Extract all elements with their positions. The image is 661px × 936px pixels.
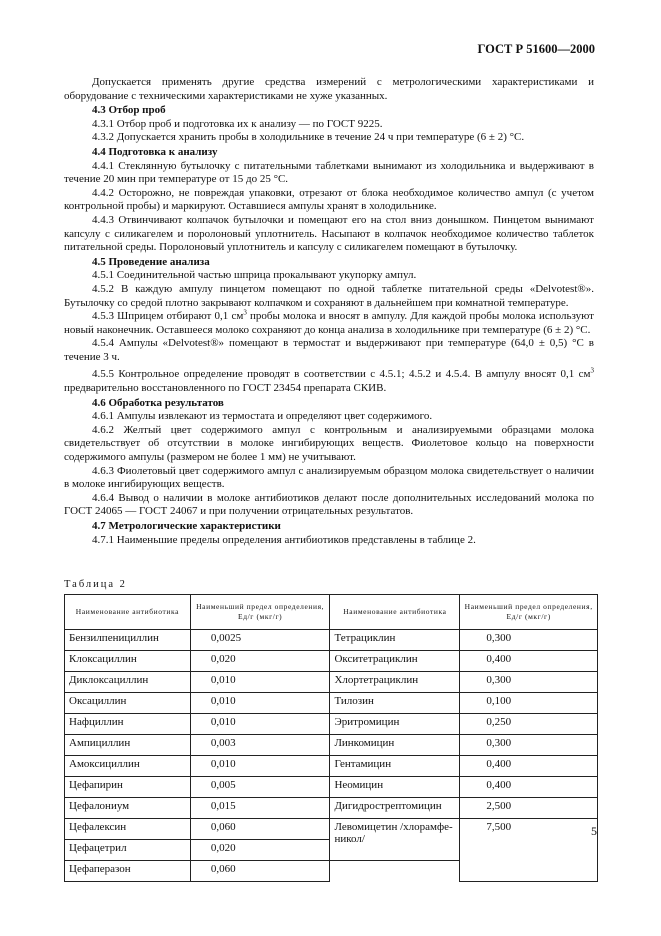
- antibiotic-name-cell: Цефалексин: [65, 819, 191, 840]
- antibiotic-name-cell: Тетрациклин: [330, 630, 460, 651]
- antibiotic-name-line: Левомицетин /хлорамфе-: [334, 821, 453, 833]
- table-caption: Таблица 2: [64, 579, 127, 590]
- paragraph-4-5-3: [64, 310, 594, 337]
- page-number: 5: [591, 824, 597, 838]
- paragraph-4-5-1: 4.5.1 Соединительной частью шприца прокалывают укупорку ампул.: [92, 269, 417, 282]
- paragraph-4-3-2: 4.3.2 Допускается хранить пробы в холодильнике в течение 24 ч при температуре (6 ± 2) °С.: [92, 131, 525, 144]
- limit-value-cell: 0,300: [460, 735, 598, 756]
- paragraph-4-4-2: 4.4.2 Осторожно, не повреждая упаковки, отрезают от блока необходимое количество ампул (с учетом контрольной пробы) и маркируют. Оставшиеся ампулы хранят в холодильнике.: [64, 186, 594, 213]
- limit-value-cell: 0,010: [190, 693, 330, 714]
- limit-value-cell: 0,010: [190, 714, 330, 735]
- table-row: [65, 756, 598, 777]
- paragraph-4-5-5: [64, 368, 594, 395]
- limit-value-cell: 0,020: [190, 651, 330, 672]
- heading-4-3: 4.3 Отбор проб: [92, 104, 166, 117]
- paragraph-4-4-1: 4.4.1 Стеклянную бутылочку с питательными таблетками вынимают из холодильника и выдерживают в течение 20 мин при температуре от 15 до 25 °С.: [64, 159, 594, 186]
- limit-value-cell: 0,400: [460, 756, 598, 777]
- superscript-3: 3: [243, 308, 247, 317]
- heading-4-7: 4.7 Метрологические характеристики: [92, 520, 281, 532]
- antibiotic-name-cell: Нафциллин: [65, 714, 191, 735]
- paragraph-4-5-5-part-a: 4.5.5 Контрольное определение проводят в соответствии с 4.5.1; 4.5.2 и 4.5.4. В ампулу вносят 0,1 см: [92, 368, 591, 381]
- antibiotics-table: [64, 594, 598, 882]
- limit-value-cell: 0,400: [460, 651, 598, 672]
- document-body: [64, 76, 594, 547]
- antibiotic-name-cell: Диклоксациллин: [65, 672, 191, 693]
- header-name-1: Наименование антибиотика: [65, 595, 191, 630]
- table-header-row: [65, 595, 598, 630]
- paragraph-4-6-4: 4.6.4 Вывод о наличии в молоке антибиотиков делают после дополнительных исследований молока по ГОСТ 24065 — ГОСТ 24067 и при получении отрицательных результатов.: [64, 491, 594, 518]
- limit-value-cell: 0,0025: [190, 630, 330, 651]
- heading-4-5: 4.5 Проведение анализа: [92, 255, 210, 268]
- antibiotic-name-cell: [330, 819, 460, 861]
- table-row: [65, 735, 598, 756]
- header-name-2: Наименование антибиотика: [330, 595, 460, 630]
- table-row: [65, 714, 598, 735]
- antibiotic-name-cell: Амоксициллин: [65, 756, 191, 777]
- limit-value-cell: 0,100: [460, 693, 598, 714]
- table-body: [65, 630, 598, 882]
- limit-value-cell: 0,400: [460, 777, 598, 798]
- limit-value-cell: 0,250: [460, 714, 598, 735]
- paragraph-4-5-2: 4.5.2 В каждую ампулу пинцетом помещают по одной таблетке питательной среды «Delvotest®». Бутылочку со средой плотно закрывают колпачком и сохраняют в дальнейшем при комнатной температуре.: [64, 282, 594, 309]
- antibiotic-name-cell: Тилозин: [330, 693, 460, 714]
- antibiotic-name-cell: Цефаперазон: [65, 861, 191, 882]
- limit-value-cell: 0,005: [190, 777, 330, 798]
- table-row: [65, 651, 598, 672]
- antibiotic-name-line: никол/: [334, 833, 365, 845]
- limit-value-cell: 0,300: [460, 672, 598, 693]
- limit-value-cell: 0,010: [190, 756, 330, 777]
- empty-cell: [330, 861, 460, 882]
- antibiotic-name-cell: Эритромицин: [330, 714, 460, 735]
- antibiotic-name-cell: Неомицин: [330, 777, 460, 798]
- limit-value-cell: 0,010: [190, 672, 330, 693]
- paragraph-4-4-3: 4.4.3 Отвинчивают колпачок бутылочки и помещают его на стол вниз донышком. Пинцетом вынимают капсулу с силикагелем и поролоновый уплотнитель. Насыпают в колпачок необходимое количество таблеток питательной среды. Поролоновый уплотнитель и капсулу с силикагелем помещают в бутылочку.: [64, 213, 594, 254]
- paragraph-4-7-1: 4.7.1 Наименьшие пределы определения антибиотиков представлены в таблице 2.: [92, 533, 476, 546]
- table-row: [65, 693, 598, 714]
- limit-value-cell: 2,500: [460, 798, 598, 819]
- antibiotic-name-cell: Гентамицин: [330, 756, 460, 777]
- paragraph-4-6-2: 4.6.2 Желтый цвет содержимого ампул с контрольным и анализируемыми образцами молока свидетельствует об отсутствии в молоке ингибирующих веществ. Фиолетовое кольцо на поверхности содержимого ампулы (размером не более 1 мм) не учитывают.: [64, 423, 594, 464]
- limit-value-cell: 0,020: [190, 840, 330, 861]
- table-row: [65, 819, 598, 840]
- superscript-3: 3: [590, 366, 594, 375]
- paragraph-4-5-5-part-b: предварительно восстановленного по ГОСТ 23454 препарата СКИВ.: [64, 382, 387, 395]
- table-row: [65, 777, 598, 798]
- paragraph-4-6-3: 4.6.3 Фиолетовый цвет содержимого ампул с анализируемым образцом молока свидетельствует о наличии в молоке ингибирующих веществ.: [64, 464, 594, 491]
- table-row: [65, 630, 598, 651]
- paragraph-4-5-3-part-b: пробы молока и вносят в ампулу. Для каждой пробы молока используют новый наконечник. Оставшееся молоко сохраняют до конца анализа в холодильнике при температуре (6 ± 2) °С.: [64, 310, 594, 336]
- limit-value-cell: 0,003: [190, 735, 330, 756]
- paragraph-4-5-4: 4.5.4 Ампулы «Delvotest®» помещают в термостат и выдерживают при температуре (64,0 ± 0,5) °С в течение 3 ч.: [64, 337, 594, 363]
- limit-value-cell: 0,015: [190, 798, 330, 819]
- antibiotic-name-cell: Ампициллин: [65, 735, 191, 756]
- paragraph-4-6-1: 4.6.1 Ампулы извлекают из термостата и определяют цвет содержимого.: [92, 410, 433, 423]
- header-limit-2: Наименьший предел определения, Ед/г (мкг/г): [460, 595, 598, 630]
- antibiotic-name-cell: Цефацетрил: [65, 840, 191, 861]
- paragraph-4-3-1: 4.3.1 Отбор проб и подготовка их к анализу — по ГОСТ 9225.: [92, 117, 383, 130]
- heading-4-6: 4.6 Обработка результатов: [92, 396, 224, 409]
- paragraph-intro: Допускается применять другие средства измерений с метрологическими характеристиками и оборудование с техническими характеристиками не хуже указанных.: [64, 76, 594, 102]
- limit-value-cell: 0,060: [190, 861, 330, 882]
- limit-value-cell: 7,500: [460, 819, 598, 882]
- antibiotic-name-cell: Дигидрострептомицин: [330, 798, 460, 819]
- antibiotic-name-cell: Цефалониум: [65, 798, 191, 819]
- heading-4-4: 4.4 Подготовка к анализу: [92, 145, 218, 158]
- antibiotic-name-cell: Бензилпенициллин: [65, 630, 191, 651]
- paragraph-4-5-3-part-a: 4.5.3 Шприцем отбирают 0,1 см: [92, 310, 244, 323]
- document-header: ГОСТ Р 51600—2000: [477, 42, 595, 56]
- antibiotic-name-cell: Оксациллин: [65, 693, 191, 714]
- table-row: [65, 798, 598, 819]
- table-row: [65, 672, 598, 693]
- limit-value-cell: 0,060: [190, 819, 330, 840]
- header-limit-1: Наименьший предел определения, Ед/г (мкг/г): [190, 595, 330, 630]
- antibiotic-name-cell: Окситетрациклин: [330, 651, 460, 672]
- antibiotic-name-cell: Клоксациллин: [65, 651, 191, 672]
- limit-value-cell: 0,300: [460, 630, 598, 651]
- antibiotic-name-cell: Цефапирин: [65, 777, 191, 798]
- antibiotic-name-cell: Хлортетрациклин: [330, 672, 460, 693]
- antibiotic-name-cell: Линкомицин: [330, 735, 460, 756]
